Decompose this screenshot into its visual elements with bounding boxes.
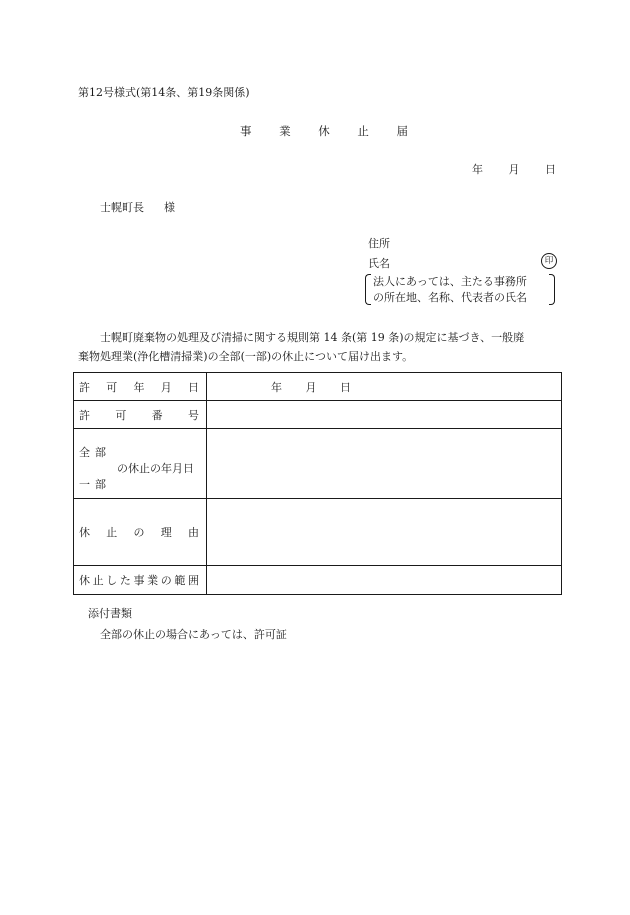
label-all-part: 全 部 <box>79 445 106 459</box>
row-suspension-date <box>74 429 562 499</box>
addressee-honorific: 様 <box>164 201 175 214</box>
body-line1: 士幌町廃棄物の処理及び清掃に関する規則第 14 条(第 19 条)の規定に基づき、一般廃 <box>100 331 525 344</box>
label-permit-number <box>74 401 207 429</box>
label-char: 号 <box>187 408 199 422</box>
value-year: 年 <box>271 380 282 394</box>
title-char: 業 <box>279 124 291 138</box>
label-char: 業 <box>147 574 159 587</box>
label-char: 月 <box>160 380 172 394</box>
label-char: 範 <box>174 574 186 587</box>
label-char: 可 <box>115 408 127 422</box>
label-char: 可 <box>106 380 118 394</box>
corporation-note-line1: 法人にあっては、主たる事務所 <box>373 275 527 288</box>
addressee-name: 士幌町長 <box>100 201 144 214</box>
body-text <box>78 328 556 366</box>
label-char: 事 <box>133 574 145 587</box>
label-char: 休 <box>79 526 90 539</box>
label-suspended-scope <box>74 566 207 595</box>
corporation-note-line2: の所在地、名称、代表者の氏名 <box>373 291 527 304</box>
title-char: 事 <box>240 124 252 138</box>
bracket-left <box>365 274 371 305</box>
field-suspended-scope[interactable] <box>207 566 562 595</box>
value-month: 月 <box>305 380 317 394</box>
bracket-right <box>549 274 555 305</box>
label-permit-date <box>74 373 207 401</box>
field-permit-date[interactable] <box>207 373 562 401</box>
row-suspension-reason <box>74 499 562 566</box>
form-table <box>73 372 562 595</box>
document-title <box>240 123 408 139</box>
field-suspension-date[interactable] <box>207 429 562 499</box>
date-month: 月 <box>508 163 520 176</box>
label-char: た <box>119 574 131 587</box>
field-suspension-reason[interactable] <box>207 499 562 566</box>
label-char: の <box>160 574 172 587</box>
label-suspension-reason <box>74 499 207 566</box>
applicant-name-label: 氏名 <box>368 257 390 270</box>
label-suspension-date-text: の休止の年月日 <box>117 461 194 475</box>
addressee <box>100 199 175 215</box>
seal-mark: 印 <box>541 253 557 269</box>
title-char: 止 <box>357 124 369 138</box>
row-permit-date <box>74 373 562 401</box>
value-day: 日 <box>340 380 351 394</box>
label-char: 許 <box>79 380 90 394</box>
date-year: 年 <box>472 163 483 176</box>
label-char: 止 <box>92 574 104 587</box>
label-char: 止 <box>106 526 118 539</box>
row-suspended-scope <box>74 566 562 595</box>
label-suspension-date <box>74 429 207 499</box>
submission-date <box>472 161 556 177</box>
label-char: 許 <box>79 408 90 422</box>
row-permit-number <box>74 401 562 429</box>
label-char: 番 <box>151 408 163 422</box>
title-char: 休 <box>318 124 330 138</box>
corporation-note <box>365 273 555 305</box>
label-char: 日 <box>188 380 199 394</box>
body-line2: 棄物処理業(浄化槽清掃業)の全部(一部)の休止について届け出ます。 <box>78 350 414 363</box>
label-char: 理 <box>160 526 172 539</box>
attachments-heading: 添付書類 <box>88 607 132 620</box>
attachments-description: 全部の休止の場合にあっては、許可証 <box>100 628 287 641</box>
label-char: 由 <box>188 526 199 539</box>
label-char: 年 <box>133 380 145 394</box>
label-char: の <box>133 526 145 539</box>
form-number: 第12号様式(第14条、第19条関係) <box>78 86 250 99</box>
label-partial: 一 部 <box>79 477 106 491</box>
field-permit-number[interactable] <box>207 401 562 429</box>
label-char: 囲 <box>188 574 199 587</box>
title-char: 届 <box>396 124 408 138</box>
label-char: 休 <box>79 574 90 587</box>
applicant-address-label: 住所 <box>368 237 390 250</box>
label-char: し <box>106 574 118 587</box>
date-day: 日 <box>545 163 556 176</box>
